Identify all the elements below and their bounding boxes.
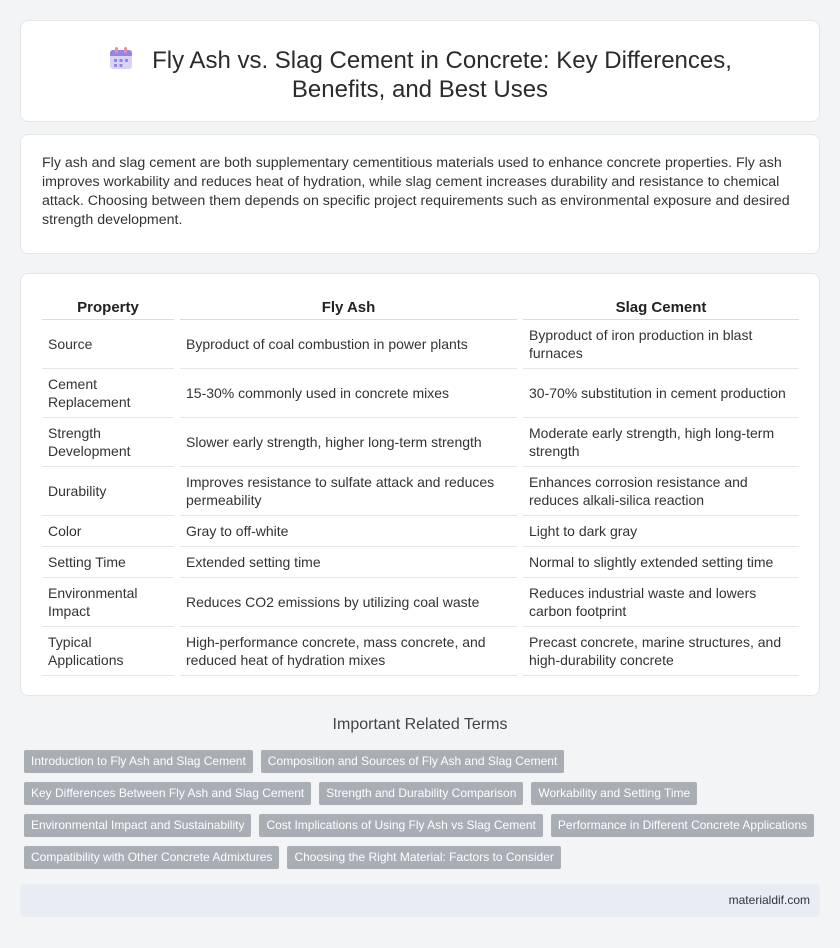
cell-slag-cement: Enhances corrosion resistance and reduces alkali-silica reaction [523, 466, 799, 515]
header-slag-cement: Slag Cement [523, 296, 799, 319]
cell-fly-ash: Byproduct of coal combustion in power plants [180, 319, 517, 368]
header-property: Property [42, 296, 174, 319]
table-row [42, 515, 799, 546]
cell-slag-cement: Moderate early strength, high long-term strength [523, 417, 799, 466]
cell-fly-ash: Slower early strength, higher long-term strength [180, 417, 517, 466]
footer-site-link[interactable]: materialdif.com [728, 893, 810, 907]
table-row [42, 626, 799, 675]
cell-slag-cement: Normal to slightly extended setting time [523, 546, 799, 577]
related-term-tag[interactable]: Cost Implications of Using Fly Ash vs Slag Cement [259, 814, 542, 837]
footer [20, 884, 820, 917]
title-card [20, 20, 820, 122]
table-row [42, 546, 799, 577]
cell-slag-cement: Reduces industrial waste and lowers carbon footprint [523, 577, 799, 626]
table-row [42, 368, 799, 417]
calendar-icon [108, 45, 134, 71]
related-terms-list [24, 750, 824, 878]
comparison-card [20, 273, 820, 696]
related-term-tag[interactable]: Performance in Different Concrete Applications [551, 814, 814, 837]
intro-paragraph: Fly ash and slag cement are both supplementary cementitious materials used to enhance concrete properties. Fly ash improves workability and reduces heat of hydration, while slag cement increases durability and resistance to chemical attack. Choosing between them depends on specific project requirements such as environmental exposure and desired strength development. [42, 155, 790, 228]
cell-property: Setting Time [42, 546, 174, 577]
table-header-row [42, 296, 799, 319]
page-title: Fly Ash vs. Slag Cement in Concrete: Key Differences, Benefits, and Best Uses [152, 47, 732, 103]
cell-property: Source [42, 319, 174, 368]
cell-fly-ash: Improves resistance to sulfate attack and reduces permeability [180, 466, 517, 515]
table-row [42, 319, 799, 368]
comparison-table [42, 296, 799, 676]
cell-fly-ash: 15-30% commonly used in concrete mixes [180, 368, 517, 417]
intro-card [20, 134, 820, 254]
cell-fly-ash: Reduces CO2 emissions by utilizing coal waste [180, 577, 517, 626]
cell-property: Typical Applications [42, 626, 174, 675]
related-term-tag[interactable]: Strength and Durability Comparison [319, 782, 523, 805]
page-title-wrap [21, 45, 819, 104]
related-term-tag[interactable]: Composition and Sources of Fly Ash and Slag Cement [261, 750, 565, 773]
table-row [42, 577, 799, 626]
cell-fly-ash: Gray to off-white [180, 515, 517, 546]
related-term-tag[interactable]: Choosing the Right Material: Factors to Consider [287, 846, 560, 869]
table-row [42, 417, 799, 466]
cell-property: Durability [42, 466, 174, 515]
header-fly-ash: Fly Ash [180, 296, 517, 319]
cell-slag-cement: 30-70% substitution in cement production [523, 368, 799, 417]
related-term-tag[interactable]: Environmental Impact and Sustainability [24, 814, 251, 837]
related-term-tag[interactable]: Workability and Setting Time [531, 782, 697, 805]
related-terms-title: Important Related Terms [332, 716, 508, 733]
cell-slag-cement: Light to dark gray [523, 515, 799, 546]
related-term-tag[interactable]: Compatibility with Other Concrete Admixtures [24, 846, 279, 869]
table-row [42, 466, 799, 515]
cell-slag-cement: Precast concrete, marine structures, and high-durability concrete [523, 626, 799, 675]
related-term-tag[interactable]: Introduction to Fly Ash and Slag Cement [24, 750, 253, 773]
related-term-tag[interactable]: Key Differences Between Fly Ash and Slag Cement [24, 782, 311, 805]
cell-property: Cement Replacement [42, 368, 174, 417]
cell-property: Environmental Impact [42, 577, 174, 626]
cell-fly-ash: High-performance concrete, mass concrete, and reduced heat of hydration mixes [180, 626, 517, 675]
cell-slag-cement: Byproduct of iron production in blast furnaces [523, 319, 799, 368]
cell-property: Color [42, 515, 174, 546]
cell-fly-ash: Extended setting time [180, 546, 517, 577]
cell-property: Strength Development [42, 417, 174, 466]
